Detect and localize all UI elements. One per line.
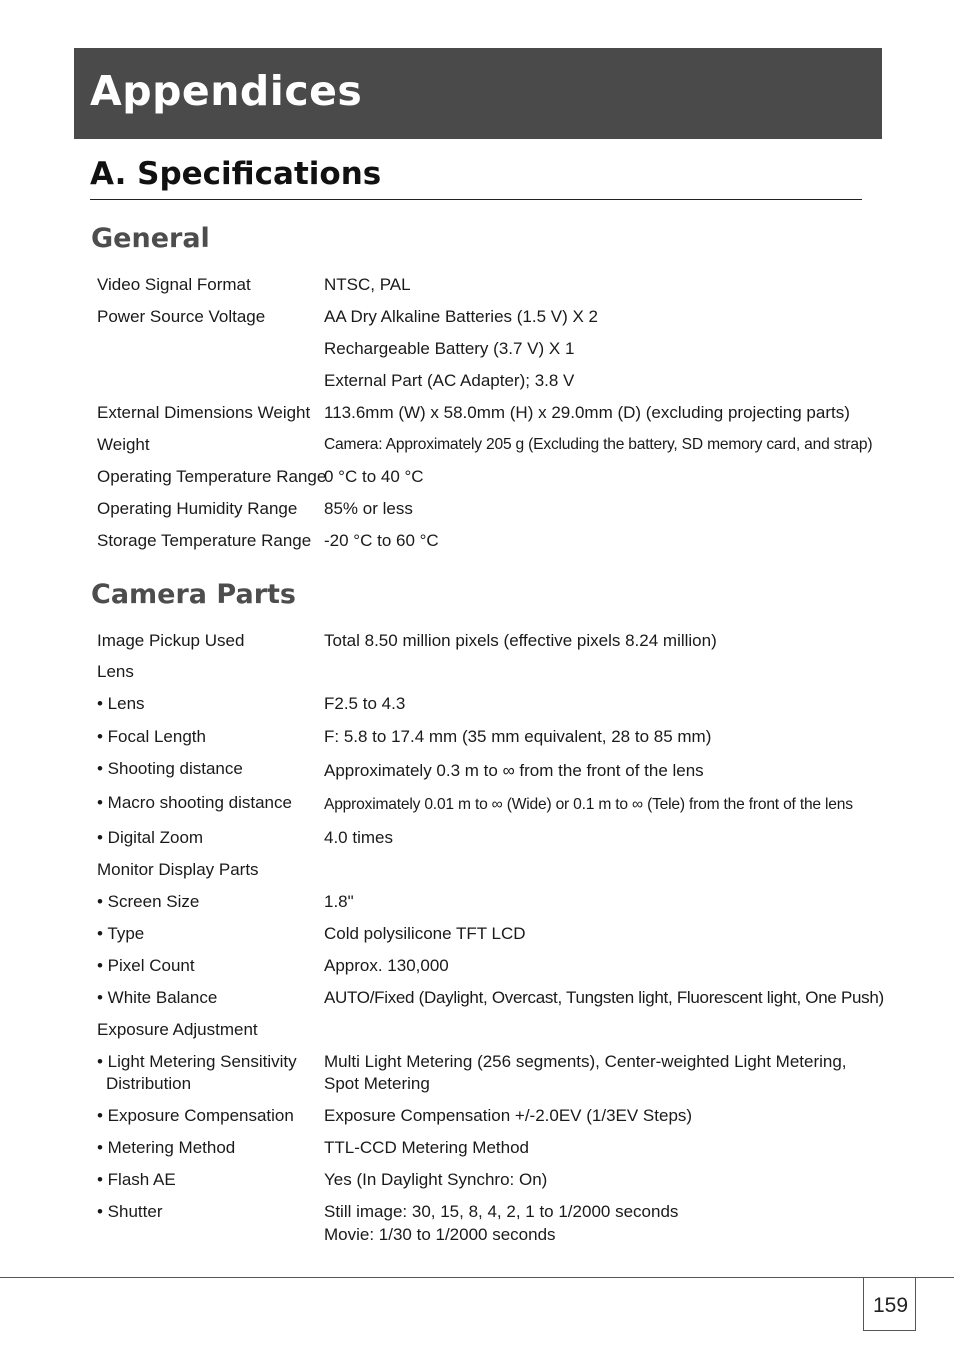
spec-value: Exposure Compensation +/-2.0EV (1/3EV Steps) [324, 1106, 693, 1125]
general-heading: General [91, 223, 210, 254]
spec-label: • White Balance [97, 988, 218, 1007]
spec-label: • Digital Zoom [97, 828, 204, 847]
spec-value: Multi Light Metering (256 segments), Center-weighted Light Metering, Spot Metering [324, 1052, 847, 1093]
chapter-banner [74, 48, 882, 139]
spec-value: Total 8.50 million pixels (effective pixels 8.24 million) [324, 631, 717, 650]
spec-label: Weight [97, 435, 150, 454]
spec-label: • Light Metering Sensitivity Distribution [97, 1052, 297, 1093]
spec-value: Cold polysilicone TFT LCD [324, 924, 526, 943]
spec-label: • Shutter [97, 1202, 163, 1221]
spec-label: External Dimensions Weight [97, 403, 311, 422]
spec-value: 113.6mm (W) x 58.0mm (H) x 29.0mm (D) (excluding projecting parts) [324, 403, 850, 422]
spec-value: F2.5 to 4.3 [324, 694, 406, 713]
spec-value: AA Dry Alkaline Batteries (1.5 V) X 2 [324, 307, 599, 326]
spec-label: • Focal Length [97, 727, 206, 746]
spec-value: Approx. 130,000 [324, 956, 449, 975]
spec-label: Exposure Adjustment [97, 1020, 258, 1039]
spec-value: -20 °C to 60 °C [324, 531, 439, 550]
spec-value: Camera: Approximately 205 g (Excluding the battery, SD memory card, and strap) [324, 436, 873, 453]
spec-value: NTSC, PAL [324, 275, 411, 294]
spec-value: 1.8" [324, 892, 354, 911]
spec-label: • Screen Size [97, 892, 200, 911]
section-divider [90, 199, 862, 200]
spec-label: Operating Temperature Range [97, 467, 327, 486]
spec-label: Storage Temperature Range [97, 531, 312, 550]
spec-label: • Metering Method [97, 1138, 236, 1157]
spec-label: • Lens [97, 694, 145, 713]
page-number-box [863, 1278, 916, 1331]
section-title: A. Specifications [90, 156, 382, 192]
spec-value: Approximately 0.01 m to ∞ (Wide) or 0.1 m to ∞ (Tele) from the front of the lens [324, 796, 853, 813]
spec-value: F: 5.8 to 17.4 mm (35 mm equivalent, 28 to 85 mm) [324, 727, 712, 746]
spec-value: Still image: 30, 15, 8, 4, 2, 1 to 1/2000 seconds [324, 1202, 679, 1221]
spec-label: Lens [97, 662, 134, 681]
spec-label: Operating Humidity Range [97, 499, 298, 518]
spec-label: • Shooting distance [97, 759, 243, 778]
spec-label: • Exposure Compensation [97, 1106, 294, 1125]
footer-divider [0, 1277, 954, 1278]
spec-value: 4.0 times [324, 828, 393, 847]
spec-value: Rechargeable Battery (3.7 V) X 1 [324, 339, 575, 358]
camera-parts-heading: Camera Parts [91, 579, 296, 610]
spec-value: External Part (AC Adapter); 3.8 V [324, 371, 575, 390]
spec-label: Image Pickup Used [97, 631, 245, 650]
spec-value: Approximately 0.3 m to ∞ from the front of the lens [324, 761, 704, 780]
spec-label: Monitor Display Parts [97, 860, 259, 879]
spec-value: Yes (In Daylight Synchro: On) [324, 1170, 548, 1189]
spec-label: Power Source Voltage [97, 307, 266, 326]
spec-label: Video Signal Format [97, 275, 251, 294]
spec-value: TTL-CCD Metering Method [324, 1138, 530, 1157]
spec-label: • Flash AE [97, 1170, 176, 1189]
spec-value: Movie: 1/30 to 1/2000 seconds [324, 1225, 556, 1244]
chapter-title: Appendices [90, 67, 363, 115]
spec-label: • Type [97, 924, 145, 943]
spec-value: AUTO/Fixed (Daylight, Overcast, Tungsten light, Fluorescent light, One Push) [324, 988, 884, 1007]
spec-value: 85% or less [324, 499, 413, 518]
page-number: 159 [872, 1294, 909, 1317]
spec-label: • Macro shooting distance [97, 793, 292, 812]
spec-value: 0 °C to 40 °C [324, 467, 424, 486]
spec-label: • Pixel Count [97, 956, 195, 975]
